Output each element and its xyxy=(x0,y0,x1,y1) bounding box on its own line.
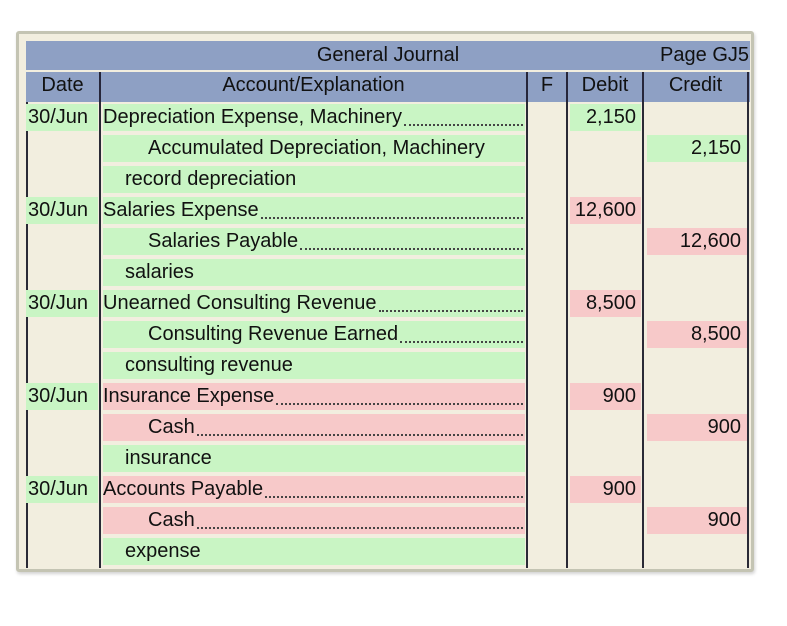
account-text: Salaries Payable xyxy=(148,230,299,252)
account-text: insurance xyxy=(125,447,212,469)
journal-row xyxy=(26,536,750,567)
journal-row xyxy=(26,319,750,350)
entry-date: 30/Jun xyxy=(26,476,98,503)
debit-amount: 2,150 xyxy=(570,104,641,131)
journal-row xyxy=(26,505,750,536)
credit-account xyxy=(103,228,525,255)
dot-leader xyxy=(261,215,523,219)
journal-title-bar xyxy=(26,41,750,70)
account-text: record depreciation xyxy=(125,168,297,190)
journal-row xyxy=(26,226,750,257)
entry-date: 30/Jun xyxy=(26,290,98,317)
header-date: Date xyxy=(41,74,84,96)
column-header-row xyxy=(26,72,750,102)
credit-account xyxy=(103,414,525,441)
journal-row xyxy=(26,443,750,474)
journal-row xyxy=(26,133,750,164)
journal-row xyxy=(26,350,750,381)
journal-frame xyxy=(16,31,754,572)
credit-amount: 12,600 xyxy=(647,228,747,255)
dot-leader xyxy=(197,525,523,529)
account-text: Depreciation Expense, Machinery xyxy=(103,106,403,128)
account-text: Accumulated Depreciation, Machinery xyxy=(148,137,485,159)
dot-leader xyxy=(197,432,523,436)
credit-amount: 900 xyxy=(647,507,747,534)
account-text: Unearned Consulting Revenue xyxy=(103,292,377,314)
entry-explanation xyxy=(103,445,525,472)
debit-account xyxy=(103,476,525,503)
debit-account xyxy=(103,290,525,317)
credit-account xyxy=(103,321,525,348)
entry-date: 30/Jun xyxy=(26,197,98,224)
account-text: Accounts Payable xyxy=(103,478,264,500)
account-text: Cash xyxy=(148,509,195,531)
dot-leader xyxy=(379,308,523,312)
account-text: salaries xyxy=(125,261,194,283)
journal-row xyxy=(26,102,750,133)
account-text: consulting revenue xyxy=(125,354,293,376)
entry-date: 30/Jun xyxy=(26,104,98,131)
account-text: Salaries Expense xyxy=(103,199,259,221)
journal-row xyxy=(26,474,750,505)
dot-leader xyxy=(400,339,523,343)
entry-date: 30/Jun xyxy=(26,383,98,410)
dot-leader xyxy=(300,246,523,250)
dot-leader xyxy=(404,122,523,126)
header-debit: Debit xyxy=(581,74,629,96)
journal-row xyxy=(26,195,750,226)
debit-amount: 12,600 xyxy=(570,197,641,224)
journal-row xyxy=(26,257,750,288)
header-divider xyxy=(747,72,749,102)
entry-explanation xyxy=(103,352,525,379)
journal-body xyxy=(26,102,750,568)
header-credit: Credit xyxy=(668,74,723,96)
debit-amount: 8,500 xyxy=(570,290,641,317)
debit-amount: 900 xyxy=(570,476,641,503)
journal-sheet xyxy=(26,41,750,568)
entry-explanation xyxy=(103,166,525,193)
credit-amount: 900 xyxy=(647,414,747,441)
debit-account xyxy=(103,104,525,131)
account-text: Cash xyxy=(148,416,195,438)
entry-explanation xyxy=(103,538,525,565)
journal-row xyxy=(26,412,750,443)
journal-row xyxy=(26,164,750,195)
credit-account xyxy=(103,135,525,162)
debit-account xyxy=(103,383,525,410)
dot-leader xyxy=(276,401,523,405)
journal-title: General Journal xyxy=(316,44,460,66)
journal-row xyxy=(26,381,750,412)
credit-amount: 2,150 xyxy=(647,135,747,162)
dot-leader xyxy=(265,494,523,498)
header-account: Account/Explanation xyxy=(222,74,405,96)
entry-explanation xyxy=(103,259,525,286)
credit-amount: 8,500 xyxy=(647,321,747,348)
page-number: Page GJ5 xyxy=(660,44,749,66)
account-text: Consulting Revenue Earned xyxy=(148,323,399,345)
credit-account xyxy=(103,507,525,534)
account-text: Insurance Expense xyxy=(103,385,275,407)
journal-row xyxy=(26,288,750,319)
debit-account xyxy=(103,197,525,224)
header-folio: F xyxy=(540,74,554,96)
debit-amount: 900 xyxy=(570,383,641,410)
account-text: expense xyxy=(125,540,201,562)
